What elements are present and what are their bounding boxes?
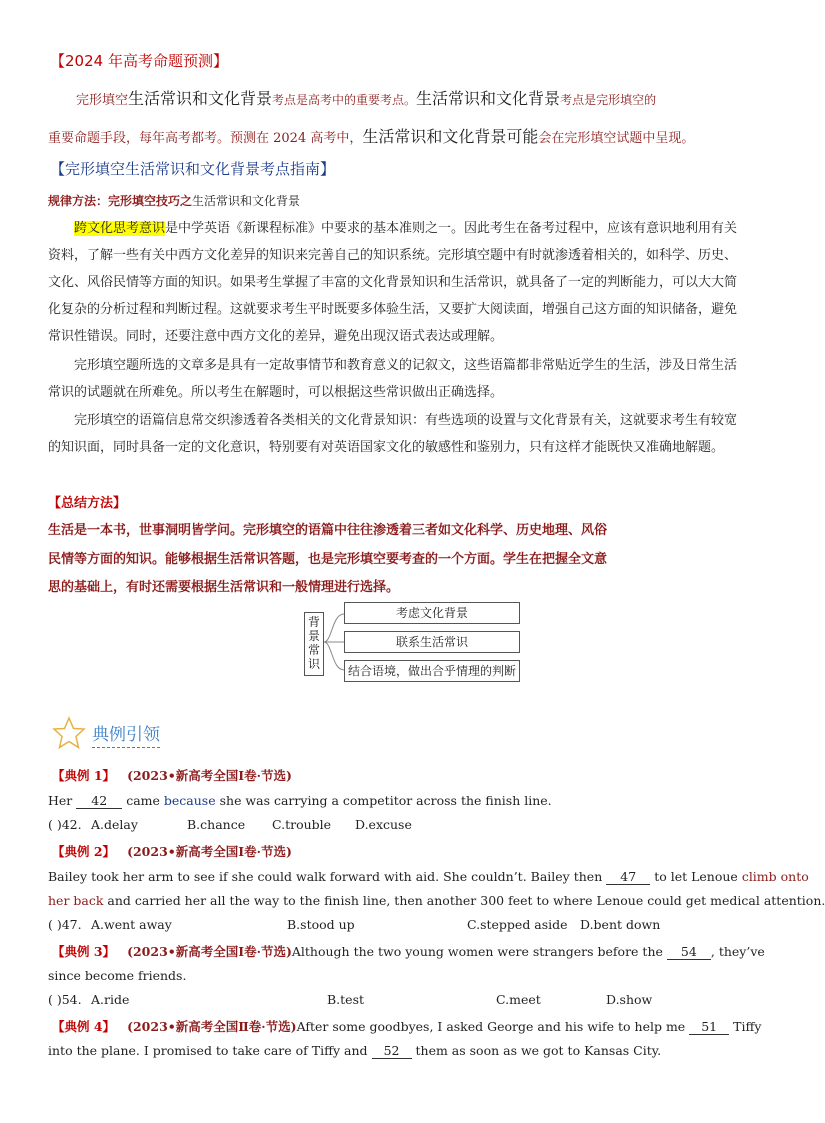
example-text: came xyxy=(122,793,164,808)
diagram-item: 考虑文化背景 xyxy=(344,602,520,624)
example-keyword: her back xyxy=(48,893,104,908)
example-label: 【典例 1】 xyxy=(52,768,116,783)
example-text: Tiffy xyxy=(729,1019,762,1034)
example-source: (2023•新高考全国Ⅰ卷·节选) xyxy=(127,768,292,783)
option: D.excuse xyxy=(355,817,412,832)
option: C.stepped aside xyxy=(467,917,568,932)
star-icon xyxy=(52,716,86,750)
example-1-question: ( )42. xyxy=(48,817,82,832)
prediction-text: 会在完形填空试题中呈现。 xyxy=(538,131,695,146)
knowledge-diagram xyxy=(304,602,524,686)
answer-blank: 42 xyxy=(76,794,122,809)
example-text: After some goodbyes, I asked George and his wife to help me xyxy=(296,1019,690,1034)
example-3-question: ( )54. xyxy=(48,992,82,1007)
prediction-text: 考点是高考中的重要考点。 xyxy=(272,93,417,107)
example-text: Bailey took her arm to see if she could walk forward with aid. She couldn’t. Bailey then xyxy=(48,869,607,884)
example-2-question: ( )47. xyxy=(48,917,82,932)
prediction-text: 完形填空 xyxy=(76,93,129,108)
option: A.ride xyxy=(91,992,130,1007)
diagram-item: 联系生活常识 xyxy=(344,631,520,653)
guide-paragraph-1 xyxy=(48,215,748,350)
example-1-text xyxy=(48,793,552,809)
guide-paragraph-3: 完形填空的语篇信息常交织渗透着各类相关的文化背景知识：有些选项的设置与文化背景有关，这就要求考生有较宽的知识面，同时具备一定的文化意识，特别要有对英语国家文化的敏感性和鉴别力，只有这样才能既快又准确地解题。 xyxy=(48,413,738,455)
diagram-root: 背景常识 xyxy=(304,612,324,676)
example-4-text-line-2 xyxy=(48,1043,661,1059)
example-3-text-line-2: since become friends. xyxy=(48,968,187,983)
example-2-text-line-1 xyxy=(48,869,809,885)
answer-blank: 47 xyxy=(606,870,650,885)
highlight-term: 跨文化思考意识 xyxy=(74,221,166,236)
example-text: Although the two young women were strangers before the xyxy=(291,944,667,959)
prediction-heading: 【2024 年高考命题预测】 xyxy=(50,52,228,70)
section-header xyxy=(52,716,182,752)
example-keyword: because xyxy=(163,793,216,808)
prediction-line-1 xyxy=(76,86,656,109)
prediction-topic: 生活常识和文化背景可能 xyxy=(362,127,539,146)
example-2-header xyxy=(52,842,292,860)
diagram-item: 结合语境，做出合乎情理的判断 xyxy=(344,660,520,682)
option: D.show xyxy=(606,992,653,1007)
example-text: , they’ve xyxy=(710,944,765,959)
example-source: (2023•新高考全国Ⅰ卷·节选) xyxy=(127,944,292,959)
prediction-topic: 生活常识和文化背景 xyxy=(128,89,273,108)
guide-paragraph-2: 完形填空题所选的文章多是具有一定故事情节和教育意义的记叙文，这些语篇都非常贴近学生的生活，涉及日常生活常识的试题就在所难免。所以考生在解题时，可以根据这些常识做出正确选择。 xyxy=(48,358,738,400)
option: A.went away xyxy=(91,917,172,932)
paragraph-text: 是中学英语《新课程标准》中要求的基本准则之一。因此考生在备考过程中，应该有意识地利用有关资料，了解一些有关中西方文化差异的知识来完善自己的知识系统。完形填空题中有时就渗透着相关的，如科学、历史、文化、风俗民情等方面的知识。如果考生掌握了丰富的文化背景知识和生活常识，就具备了一定的判断能力，可以大大简化复杂的分析过程和判断过程。这就要求考生平时既要多体验生活，又要扩大阅读面，增强自己这方面的知识储备，避免常识性错误。同时，还要注意中西方文化的差异，避免出现汉语式表达或理解。 xyxy=(48,221,738,344)
option: B.test xyxy=(327,992,365,1007)
example-text: into the plane. I promised to take care of Tiffy and xyxy=(48,1043,372,1058)
section-title: 典例引领 xyxy=(92,720,160,748)
option: D.bent down xyxy=(580,917,661,932)
example-label: 【典例 3】 xyxy=(52,944,116,959)
example-1-header xyxy=(52,766,292,784)
example-text: them as soon as we got to Kansas City. xyxy=(411,1043,662,1058)
summary-line: 民情等方面的知识。能够根据生活常识答题，也是完形填空要考查的一个方面。学生在把握全文意 xyxy=(48,552,608,567)
option: C.trouble xyxy=(272,817,332,832)
example-3-text-line-1 xyxy=(52,942,765,960)
method-topic: 生活常识和文化背景 xyxy=(192,194,301,208)
answer-blank: 51 xyxy=(689,1020,729,1035)
prediction-line-2 xyxy=(48,124,694,147)
prediction-topic: 生活常识和文化背景 xyxy=(416,89,561,108)
summary-line: 生活是一本书，世事洞明皆学问。完形填空的语篇中往往渗透着三者如文化科学、历史地理、风俗 xyxy=(48,523,608,538)
example-text: Her xyxy=(48,793,77,808)
method-line xyxy=(48,192,300,209)
example-source: (2023•新高考全国Ⅱ卷·节选) xyxy=(127,1019,297,1034)
guide-heading: 【完形填空生活常识和文化背景考点指南】 xyxy=(50,160,336,178)
summary-heading: 【总结方法】 xyxy=(48,496,127,511)
example-text: and carried her all the way to the finish line, then another 300 feet to where Lenoue could get medical attention. xyxy=(103,893,825,908)
answer-blank: 52 xyxy=(372,1044,412,1059)
example-4-text-line-1 xyxy=(52,1017,761,1035)
option: B.stood up xyxy=(287,917,355,932)
summary-line: 思的基础上，有时还需要根据生活常识和一般情理进行选择。 xyxy=(48,580,400,595)
prediction-text: 重要命题手段，每年高考都考。预测在 2024 高考中， xyxy=(48,131,363,146)
option: A.delay xyxy=(91,817,138,832)
example-source: (2023•新高考全国Ⅰ卷·节选) xyxy=(127,844,292,859)
prediction-text: 考点是完形填空的 xyxy=(560,93,657,107)
example-text: she was carrying a competitor across the finish line. xyxy=(215,793,552,808)
answer-blank: 54 xyxy=(667,945,711,960)
example-2-text-line-2 xyxy=(48,893,825,908)
example-label: 【典例 2】 xyxy=(52,844,116,859)
diagram-brace xyxy=(322,602,346,686)
option: C.meet xyxy=(496,992,541,1007)
example-text: to let Lenoue xyxy=(650,869,742,884)
method-label: 规律方法：完形填空技巧之 xyxy=(48,194,193,208)
example-label: 【典例 4】 xyxy=(52,1019,116,1034)
option: B.chance xyxy=(187,817,246,832)
example-keyword: climb onto xyxy=(741,869,809,884)
